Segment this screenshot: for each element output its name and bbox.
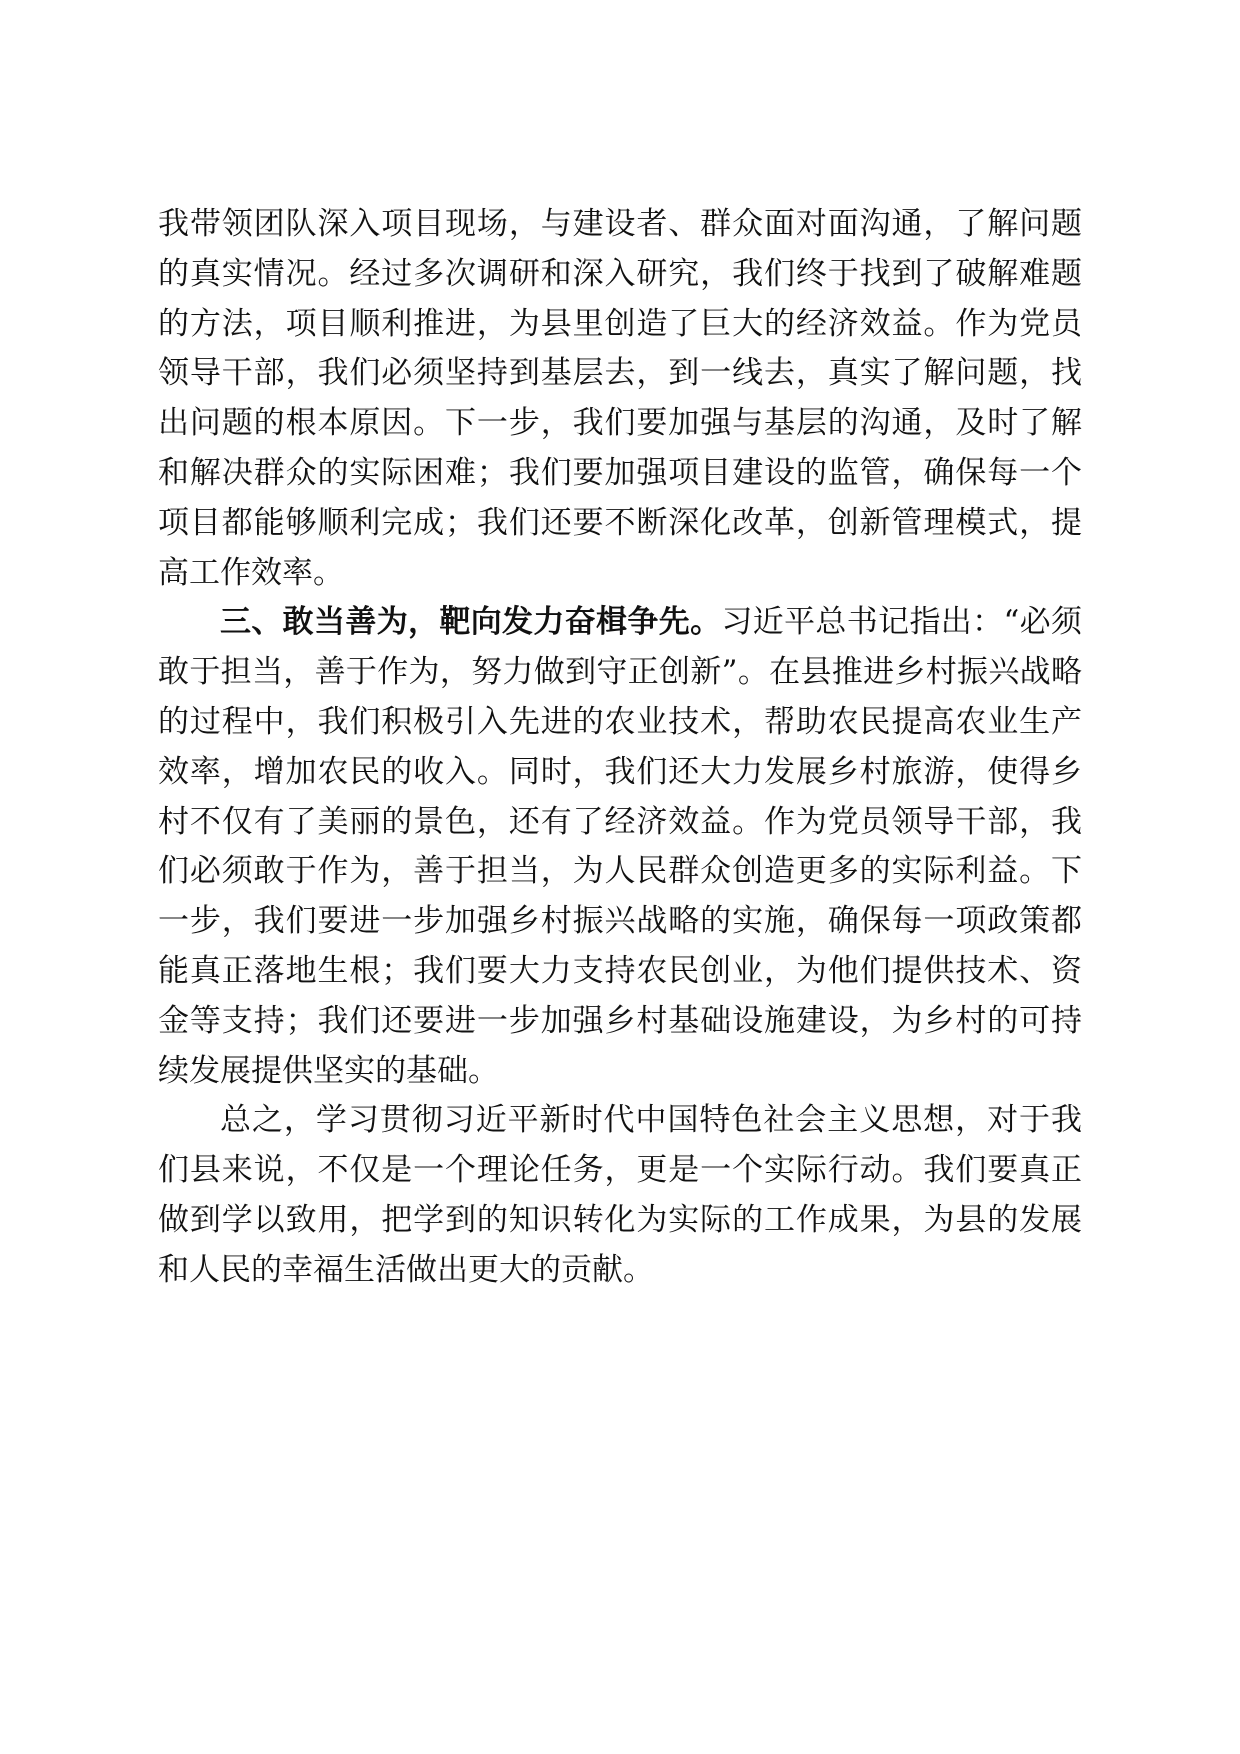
body-paragraph-continued	[158, 200, 1082, 598]
section-heading: 三、敢当善为，靶向发力奋楫争先。	[220, 604, 722, 641]
document-page	[158, 200, 1082, 1296]
paragraph-text: 总之，学习贯彻习近平新时代中国特色社会主义思想，对于我们县来说，不仅是一个理论任务，更是一个实际行动。我们要真正做到学以致用，把学到的知识转化为实际的工作成果，为县的发展和人民的幸福生活做出更大的贡献。	[158, 1102, 1082, 1288]
conclusion-paragraph	[158, 1096, 1082, 1295]
section-three-paragraph	[158, 598, 1082, 1096]
paragraph-text: 我带领团队深入项目现场，与建设者、群众面对面沟通，了解问题的真实情况。经过多次调研和深入研究，我们终于找到了破解难题的方法，项目顺利推进，为县里创造了巨大的经济效益。作为党员领导干部，我们必须坚持到基层去，到一线去，真实了解问题，找出问题的根本原因。下一步，我们要加强与基层的沟通，及时了解和解决群众的实际困难；我们要加强项目建设的监管，确保每一个项目都能够顺利完成；我们还要不断深化改革，创新管理模式，提高工作效率。	[158, 206, 1082, 591]
paragraph-text: 习近平总书记指出：“必须敢于担当，善于作为，努力做到守正创新”。在县推进乡村振兴战略的过程中，我们积极引入先进的农业技术，帮助农民提高农业生产效率，增加农民的收入。同时，我们还大力发展乡村旅游，使得乡村不仅有了美丽的景色，还有了经济效益。作为党员领导干部，我们必须敢于作为，善于担当，为人民群众创造更多的实际利益。下一步，我们要进一步加强乡村振兴战略的实施，确保每一项政策都能真正落地生根；我们要大力支持农民创业，为他们提供技术、资金等支持；我们还要进一步加强乡村基础设施建设，为乡村的可持续发展提供坚实的基础。	[158, 604, 1082, 1089]
